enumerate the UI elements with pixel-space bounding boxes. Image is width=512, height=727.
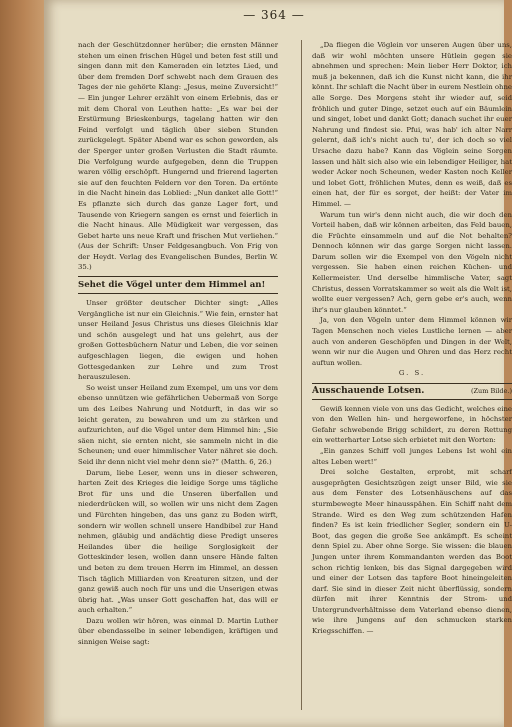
article-paragraph: Dazu wollen wir hören, was einmal D. Martin Luther über ebendasselbe in seiner lebendigen, kräftigen und sinnigen Weise sagt: bbox=[78, 616, 278, 647]
section-header-lotsen bbox=[312, 383, 512, 400]
article-signature: G. S. bbox=[398, 369, 426, 378]
poem-quote: „Ein ganzes Schiff voll junges Lebens Ist wohl ein altes Leben wert!“ bbox=[312, 446, 512, 466]
right-column bbox=[312, 40, 512, 637]
article-paragraph: Gewiß kennen viele von uns das Gedicht, welches eine von den Wellen hin- und hergeworfene, in höchster Gefahr schwebende Brigg schildert, zu deren Rettung ein wetterharter Lotse sich erbietet mit den Worten: bbox=[312, 404, 512, 445]
section-source-note: (Zum Bilde.) bbox=[470, 387, 512, 395]
intro-paragraph: nach der Geschützdonner herüber; die ernsten Männer stehen um einen frischen Hügel und beten fest still und singen dann mit den Kameraden ein letztes Lied, und über dem fremden Dorf schwebt nach dem Grauen des Tages der nie gehörte Klang: „Jesus, meine Zuversicht!“ — Ein junger Lehrer erzählt von einem Erlebnis, das er mit dem Choral von Leuthen hatte: „Es war bei der Erstürmung Brieskenburgs, tagelang hatten wir den Feind verfolgt und täglich über sieben Stunden zurückgelegt. Später Abend war es schon geworden, als der Sperger unter großen Verlusten die Stadt räumte. Die Verfolgung wurde aufgegeben, denn die Truppen waren völlig erschöpft. Hungernd und frierend lagerten sie auf den feuchten Feldern vor den Toren. Da ertönte in die Nacht hinein das Loblied: „Nun danket alle Gott!“ Es pflanzte sich durch das ganze Lager fort, und Tausende von Kriegern sangen es ernst und feierlich in die Nacht hinaus. Alle Müdigkeit war vergessen, das Gebet harte uns neue Kraft und frischen Mut verliehen.“ (Aus der Schrift: Unser Feldgesangbuch. Von Frig von der Heydt. Verlag des Evangelischen Bundes, Berlin W. 35.) bbox=[78, 41, 278, 272]
section-title-voegel: Sehet die Vögel unter dem Himmel an! bbox=[78, 276, 278, 294]
quote-paragraph: Warum tun wir's denn nicht auch, die wir doch den Vorteil haben, daß wir können arbeiten, das Feld bauen, die Früchte einsammeln und auf die Not behalten? Dennoch können wir das garge Sorgen nicht lassen. Darum sollen wir die Exempel von den Vögeln nicht vergessen. Sie haben einen reichen Küchen- und Kellermeister. Und derselbe himmlische Vater, sagt Christus, dessen Vorratskammer so weit als die Welt ist, wollte euer vergessen? Ach, gern gebe er's auch, wenn ihr's nur glauben könntet.“ bbox=[312, 210, 512, 314]
page-number: — 364 — bbox=[243, 8, 305, 22]
article-paragraph: Drei solche Gestalten, erprobt, mit scharf ausgeprägten Gesichtszügen zeigt unser Bild, wie sie aus dem Fenster des Lotsenhäuschens auf das sturmbewegte Meer hinausspähen. Ein Schiff naht dem Strande. Wird es den Weg zum schützenden Hafen finden? Es ist kein friedlicher Segler, sondern ein U-Boot, das gegen die große See ankämpft. Es scheint denn Spiel zu. Aber ohne Sorge. Sie wissen: die blauen Jungen unter ihrem Kommandanten werden das Boot schon richtig lenken, bis das Signal dargegeben wird und einer der Lotsen das tapfere Boot hineingeleiten darf. Sie sind in dieser Zeit nicht überflüssig, sondern dürfen mit ihrer Kenntnis der Strom- und Untergrundverhältnisse dem Vaterland ebenso dienen, wie ihre Jungens auf den schmucken starken Kriegsschiffen. — bbox=[312, 468, 512, 636]
article-paragraph: So weist unser Heiland zum Exempel, um uns vor dem ebenso unnützen wie gefährlichen Uebermaß von Sorge um des Leibes Nahrung und Notdurft, in das wir so leicht geraten, zu bewahren und um zu stärken und aufzurichten, auf die Vögel unter dem Himmel hin: „Sie säen nicht, sie ernten nicht, sie sammeln nicht in die Scheunen; und euer himmlischer Vater nähret sie doch. Seid ihr denn nicht viel mehr denn sie?“ (Matth. 6, 26.) bbox=[78, 383, 278, 466]
section-title-lotsen: Ausschauende Lotsen. bbox=[312, 386, 425, 396]
quote-paragraph: Ja, von den Vögeln unter dem Himmel können wir Tagen Menschen noch vieles Lustliche lernen — aber auch von anderen Geschöpfen und Dingen in der Welt, wenn wir nur die Augen und Ohren und das Herz recht auftun wollen. bbox=[312, 316, 512, 367]
book-spine-edge bbox=[0, 0, 44, 727]
column-divider bbox=[301, 40, 302, 710]
article-paragraph: Darum, liebe Leser, wenn uns in dieser schweren, harten Zeit des Krieges die leidige Sorge ums tägliche Brot für uns und die Unseren überfallen und niederdrücken will, so wollen wir uns nicht dem Zagen und Fürchten hingeben, das uns ganz zu Boden wirft, sondern wir wollen schnell unsere Handbibel zur Hand nehmen, gläubig und andächtig diese Predigt unseres Heilandes über die heilige Sorglosigkeit der Gotteskinder lesen, wollen dann unsere Hände falten und beten zu dem treuen Herrn im Himmel, an dessen Tisch täglich Milliarden von Kreaturen sitzen, und der ganz gewiß auch noch für uns und die Unserigen etwas übrig hat. „Was unser Gott geschaffen hat, das will er auch erhalten.“ bbox=[78, 468, 278, 615]
article-paragraph: Unser größter deutscher Dichter singt: „Alles Vergängliche ist nur ein Gleichnis.“ Wie fein, ernster hat unser Heiland Jesus Christus uns dieses Gleichnis klar und schön ausgelegt und hat uns gelehrt, aus der großen Gottesbüchern Natur und Leben, die vor seinen aufgeschlagen liegen, die ewigen und hohen Gottesgedanken zur Lehre und zum Trost herauszulesen. bbox=[78, 299, 278, 382]
left-column bbox=[78, 40, 278, 648]
book-page bbox=[44, 0, 512, 727]
quote-paragraph: „Da fliegen die Vöglein vor unseren Augen über uns, daß wir wohl möchten unsere Hütlein gegen sie abnehmen und sprechen: Mein lieber Herr Doktor, ich muß ja bekennen, daß ich die Kunst nicht kann, die ihr könnt. Ihr schlaft die Nacht über in eurem Nestlein ohne alle Sorge. Des Morgens steht ihr wieder auf, seid fröhlich und guter Dinge, setzet euch auf ein Bäumlein und singet, lobet und dankt Gott; danach suchet ihr euer Nahrung und findest sie. Pfui, was hab' ich alter Narr gelernt, daß ich's nicht auch tu', der ich doch so viel Ursache dazu habe? Kann das Vöglein seine Sorgen lassen und hält sich also wie ein lebendiger Heiliger, hat weder Acker noch Scheunen, weder Kasten noch Keller und lobet Gott, fröhlichen Mutes, denn es weiß, daß es einen hat, der für es sorget, der heißt: der Vater im Himmel. — bbox=[312, 41, 512, 208]
